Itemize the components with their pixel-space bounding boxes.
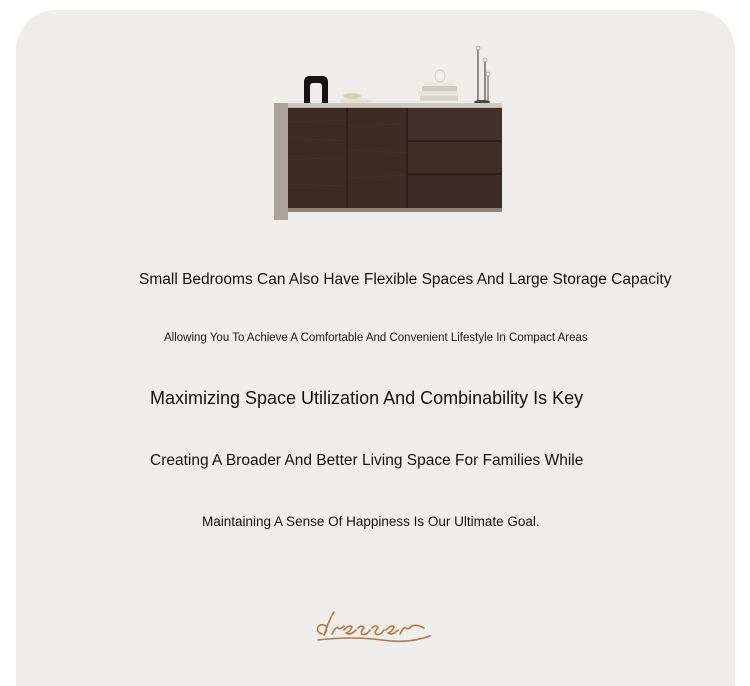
dresser-icon bbox=[252, 38, 502, 228]
decor-objects bbox=[304, 46, 490, 104]
headline-space: Maximizing Space Utilization And Combinability Is Key bbox=[150, 388, 584, 408]
text-living-space: Creating A Broader And Better Living Space For Families While bbox=[150, 452, 584, 469]
headline-storage: Small Bedrooms Can Also Have Flexible Spaces And Large Storage Capacity bbox=[139, 271, 672, 288]
content-card bbox=[16, 10, 735, 686]
dresser-signature-logo bbox=[312, 606, 442, 650]
text-happiness: Maintaining A Sense Of Happiness Is Our Ultimate Goal. bbox=[202, 514, 540, 529]
subline-lifestyle: Allowing You To Achieve A Comfortable And Convenient Lifestyle In Compact Areas bbox=[164, 332, 588, 344]
